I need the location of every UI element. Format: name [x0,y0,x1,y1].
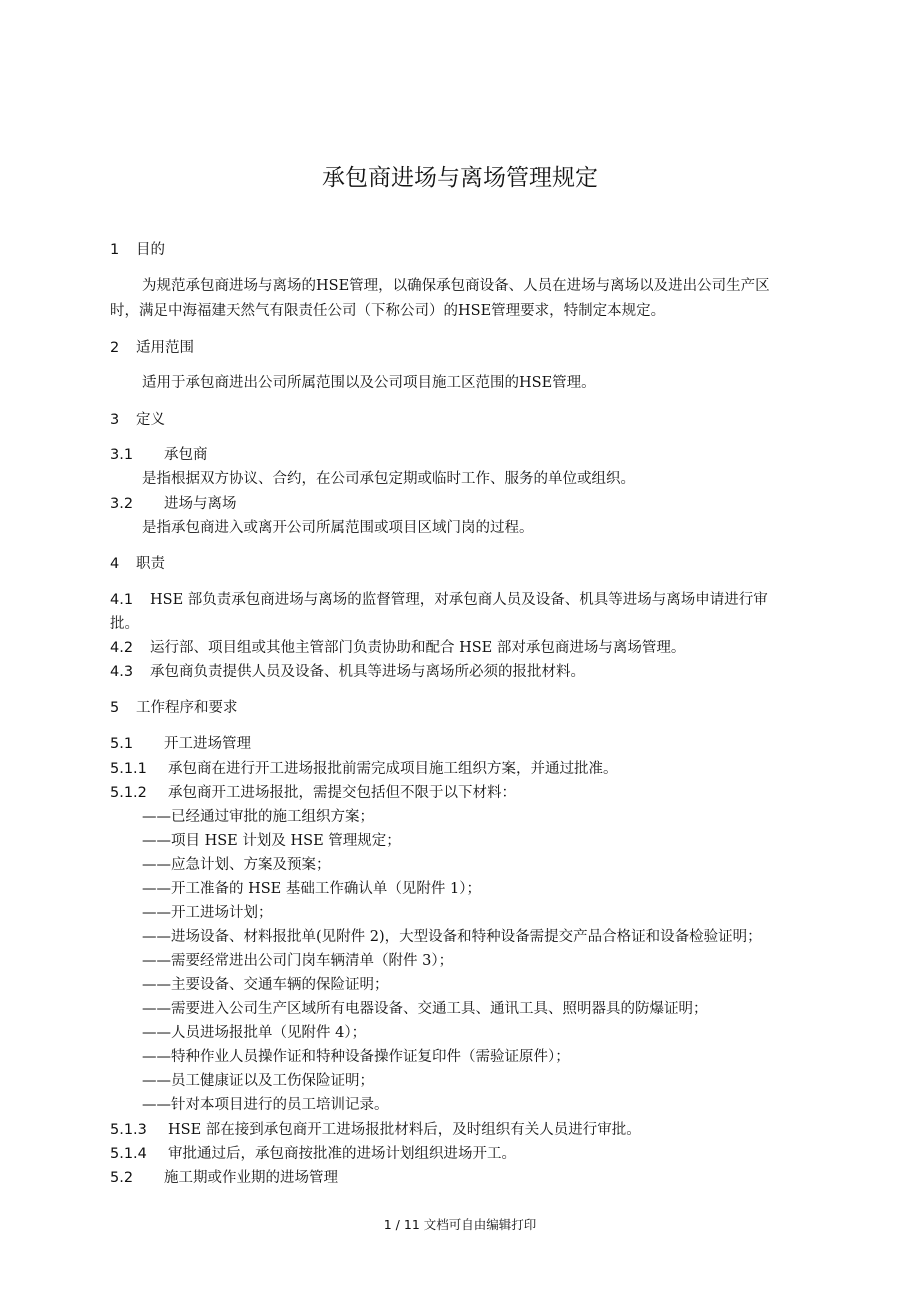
section-4-heading [110,553,165,575]
subsection-number: 3.1 [110,447,134,463]
list-item: ——人员进场报批单（见附件 4）； [142,1025,367,1041]
definition-term: 承包商 [164,447,208,463]
section-number: 3 [110,412,120,428]
section-title: 工作程序和要求 [136,700,238,716]
list-item: ——需要进入公司生产区域所有电器设备、交通工具、通讯工具、照明器具的防爆证明； [142,1001,708,1017]
section-number: 4 [110,556,120,572]
section-number: 2 [110,340,120,356]
subsection-title: 施工期或作业期的进场管理 [164,1170,338,1186]
section-title: 目的 [136,242,165,258]
subsection-5-2-heading [110,1167,338,1189]
list-item: ——开工准备的 HSE 基础工作确认单（见附件 1）； [142,881,481,897]
item-number: 5.1.2 [110,785,147,801]
list-item: ——主要设备、交通车辆的保险证明； [142,977,389,993]
item-5-1-1 [110,758,618,780]
item-text: 运行部、项目组或其他主管部门负责协助和配合 HSE 部对承包商进场与离场管理。 [150,640,686,656]
section-2-heading [110,337,194,359]
item-text: 审批通过后，承包商按批准的进场计划组织进场开工。 [168,1146,516,1162]
section-title: 定义 [136,412,165,428]
page-title: 承包商进场与离场管理规定 [322,165,598,191]
subsection-number: 5.2 [110,1170,134,1186]
page-footer: 1 / 11 文档可自由编辑打印 [383,1217,537,1232]
paragraph-line: 时，满足中海福建天然气有限责任公司（下称公司）的HSE管理要求，特制定本规定。 [110,303,666,319]
list-item: ——需要经常进出公司门岗车辆清单（附件 3）； [142,953,454,969]
list-item: ——项目 HSE 计划及 HSE 管理规定； [142,833,401,849]
list-item: ——进场设备、材料报批单(见附件 2)，大型设备和特种设备需提交产品合格证和设备检验证明； [142,929,762,945]
definition-3-2-heading [110,493,237,515]
list-item: ——员工健康证以及工伤保险证明； [142,1073,374,1089]
definition-3-1-heading [110,444,208,466]
list-item: ——开工进场计划； [142,905,273,921]
section-1-heading [110,239,165,261]
subsection-5-1-heading [110,733,251,755]
definition-text: 是指承包商进入或离开公司所属范围或项目区域门岗的过程。 [142,520,534,536]
item-number: 5.1.4 [110,1146,147,1162]
paragraph-line: 为规范承包商进场与离场的HSE管理，以确保承包商设备、人员在进场与离场以及进出公司生产区 [142,278,770,294]
item-number: 5.1.1 [110,761,147,777]
item-number: 4.3 [110,664,134,680]
section-title: 职责 [136,556,165,572]
item-text: HSE 部负责承包商进场与离场的监督管理，对承包商人员及设备、机具等进场与离场申请进行审 [150,592,768,608]
section-number: 1 [110,242,120,258]
item-text: HSE 部在接到承包商开工进场报批材料后，及时组织有关人员进行审批。 [168,1122,641,1138]
section-number: 5 [110,700,120,716]
definition-text: 是指根据双方协议、合约，在公司承包定期或临时工作、服务的单位或组织。 [142,471,635,487]
subsection-title: 开工进场管理 [164,736,251,752]
section-title: 适用范围 [136,340,194,356]
subsection-number: 5.1 [110,736,134,752]
section-3-heading [110,409,165,431]
item-number: 4.2 [110,640,134,656]
section-5-heading [110,697,238,719]
item-5-1-4 [110,1143,516,1165]
list-item: ——特种作业人员操作证和特种设备操作证复印件（需验证原件）； [142,1049,570,1065]
list-item: ——已经通过审批的施工组织方案； [142,809,374,825]
list-item: ——应急计划、方案及预案； [142,857,331,873]
item-text: 承包商负责提供人员及设备、机具等进场与离场所必须的报批材料。 [150,664,585,680]
definition-term: 进场与离场 [164,496,237,512]
subsection-number: 3.2 [110,496,134,512]
responsibility-4-1 [110,589,768,611]
responsibility-4-1-continued: 批。 [110,616,139,632]
list-item: ——针对本项目进行的员工培训记录。 [142,1097,389,1113]
item-number: 5.1.3 [110,1122,147,1138]
responsibility-4-3 [110,661,585,683]
paragraph-line: 适用于承包商进出公司所属范围以及公司项目施工区范围的HSE管理。 [142,375,596,391]
responsibility-4-2 [110,637,685,659]
item-5-1-2 [110,782,516,804]
item-number: 4.1 [110,592,134,608]
item-5-1-3 [110,1119,641,1141]
item-text: 承包商开工进场报批，需提交包括但不限于以下材料： [168,785,516,801]
item-text: 承包商在进行开工进场报批前需完成项目施工组织方案，并通过批准。 [168,761,618,777]
